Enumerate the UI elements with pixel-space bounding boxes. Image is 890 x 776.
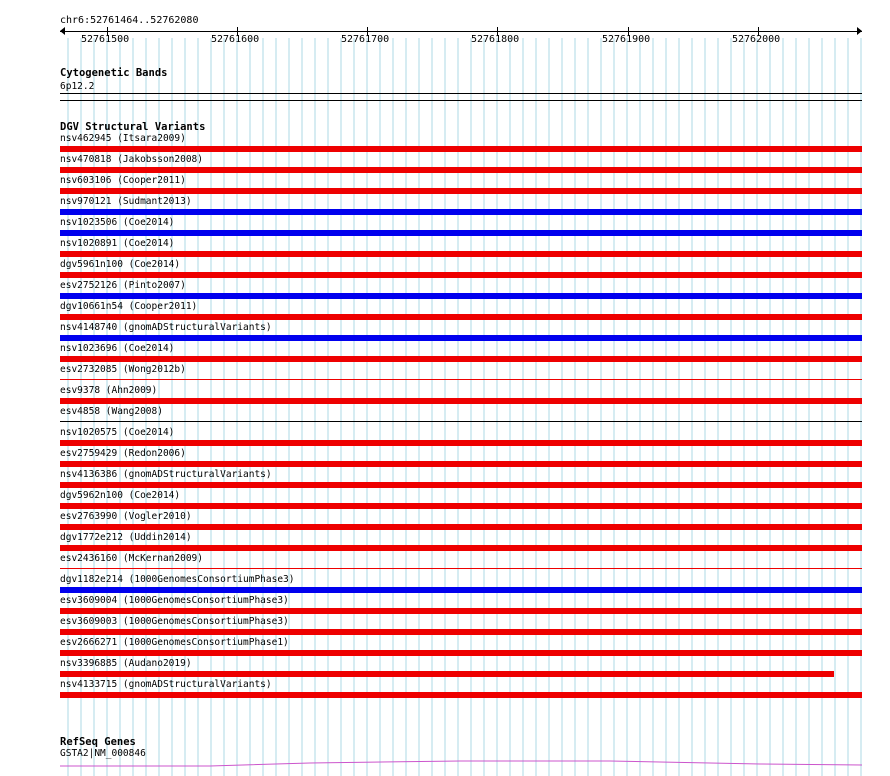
track-separator (60, 100, 862, 101)
variant-label: nsv4148740 (gnomADStructuralVariants) (60, 322, 272, 333)
variant-label: nsv462945 (Itsara2009) (60, 133, 186, 144)
variant-bar[interactable] (60, 167, 862, 173)
variant-bar[interactable] (60, 482, 862, 488)
variant-label: nsv1020575 (Coe2014) (60, 427, 175, 438)
variant-label: dgv5962n100 (Coe2014) (60, 490, 181, 501)
variant-bar[interactable] (60, 209, 862, 215)
variant-bar[interactable] (60, 545, 862, 551)
variant-label: nsv603106 (Cooper2011) (60, 175, 186, 186)
ruler-axis[interactable] (60, 31, 862, 32)
variant-bar[interactable] (60, 608, 862, 614)
ruler-tick-label: 52761600 (211, 34, 260, 45)
ruler-tick-label: 52761900 (602, 34, 651, 45)
variant-label: nsv1023506 (Coe2014) (60, 217, 175, 228)
ruler-tick-label: 52761800 (471, 34, 520, 45)
variant-label: esv4858 (Wang2008) (60, 406, 163, 417)
variant-bar[interactable] (60, 356, 862, 362)
variant-bar[interactable] (60, 188, 862, 194)
variant-label: nsv3396885 (Audano2019) (60, 658, 192, 669)
variant-bar[interactable] (60, 461, 862, 467)
cytoband-bar[interactable] (60, 93, 862, 94)
variant-bar[interactable] (60, 251, 862, 257)
variant-bar[interactable] (60, 379, 862, 380)
refseq-gene-label: GSTA2|NM_000846 (60, 748, 146, 759)
variant-bar[interactable] (60, 524, 862, 530)
ruler-location: chr6:52761464..52762080 (60, 15, 199, 26)
variant-bar[interactable] (60, 272, 862, 278)
variant-label: dgv10661n54 (Cooper2011) (60, 301, 198, 312)
refseq-track-title: RefSeq Genes (60, 736, 136, 748)
variant-label: nsv470818 (Jakobsson2008) (60, 154, 203, 165)
variant-label: esv2763990 (Vogler2010) (60, 511, 192, 522)
cytobands-track-title: Cytogenetic Bands (60, 67, 168, 79)
variant-label: esv2752126 (Pinto2007) (60, 280, 186, 291)
variant-label: esv3609004 (1000GenomesConsortiumPhase3) (60, 595, 289, 606)
variant-label: esv2436160 (McKernan2009) (60, 553, 203, 564)
variant-label: esv2759429 (Redon2006) (60, 448, 186, 459)
variant-label: esv3609003 (1000GenomesConsortiumPhase3) (60, 616, 289, 627)
variant-label: esv9378 (Ahn2009) (60, 385, 158, 396)
variant-bar[interactable] (60, 503, 862, 509)
ruler-right-arrow-icon (857, 27, 862, 35)
variant-bar[interactable] (60, 146, 862, 152)
variant-label: esv2732085 (Wong2012b) (60, 364, 186, 375)
variant-bar[interactable] (60, 440, 862, 446)
variant-label: nsv970121 (Sudmant2013) (60, 196, 192, 207)
variant-bar[interactable] (60, 335, 862, 341)
ruler-tick-label: 52761700 (341, 34, 390, 45)
ruler-left-arrow-icon (60, 27, 65, 35)
variant-bar[interactable] (60, 230, 862, 236)
variant-bar[interactable] (60, 568, 862, 569)
variant-label: esv2666271 (1000GenomesConsortiumPhase1) (60, 637, 289, 648)
variant-label: dgv1772e212 (Uddin2014) (60, 532, 192, 543)
variant-label: dgv5961n100 (Coe2014) (60, 259, 181, 270)
cytoband-label: 6p12.2 (60, 81, 95, 92)
variant-bar[interactable] (60, 671, 834, 677)
variant-bar[interactable] (60, 650, 862, 656)
variant-label: dgv1182e214 (1000GenomesConsortiumPhase3) (60, 574, 295, 585)
variant-bar[interactable] (60, 398, 862, 404)
variant-bar[interactable] (60, 421, 862, 422)
variant-bar[interactable] (60, 293, 862, 299)
variant-label: nsv1020891 (Coe2014) (60, 238, 175, 249)
dgv-track-title: DGV Structural Variants (60, 121, 206, 133)
variant-bar[interactable] (60, 314, 862, 320)
variant-label: nsv4136386 (gnomADStructuralVariants) (60, 469, 272, 480)
variant-label: nsv1023696 (Coe2014) (60, 343, 175, 354)
variant-bar[interactable] (60, 629, 862, 635)
variant-bar[interactable] (60, 692, 862, 698)
ruler-tick-label: 52761500 (81, 34, 130, 45)
variant-label: nsv4133715 (gnomADStructuralVariants) (60, 679, 272, 690)
refseq-gene-line[interactable] (60, 758, 862, 770)
variant-bar[interactable] (60, 587, 862, 593)
ruler-tick-label: 52762000 (732, 34, 781, 45)
